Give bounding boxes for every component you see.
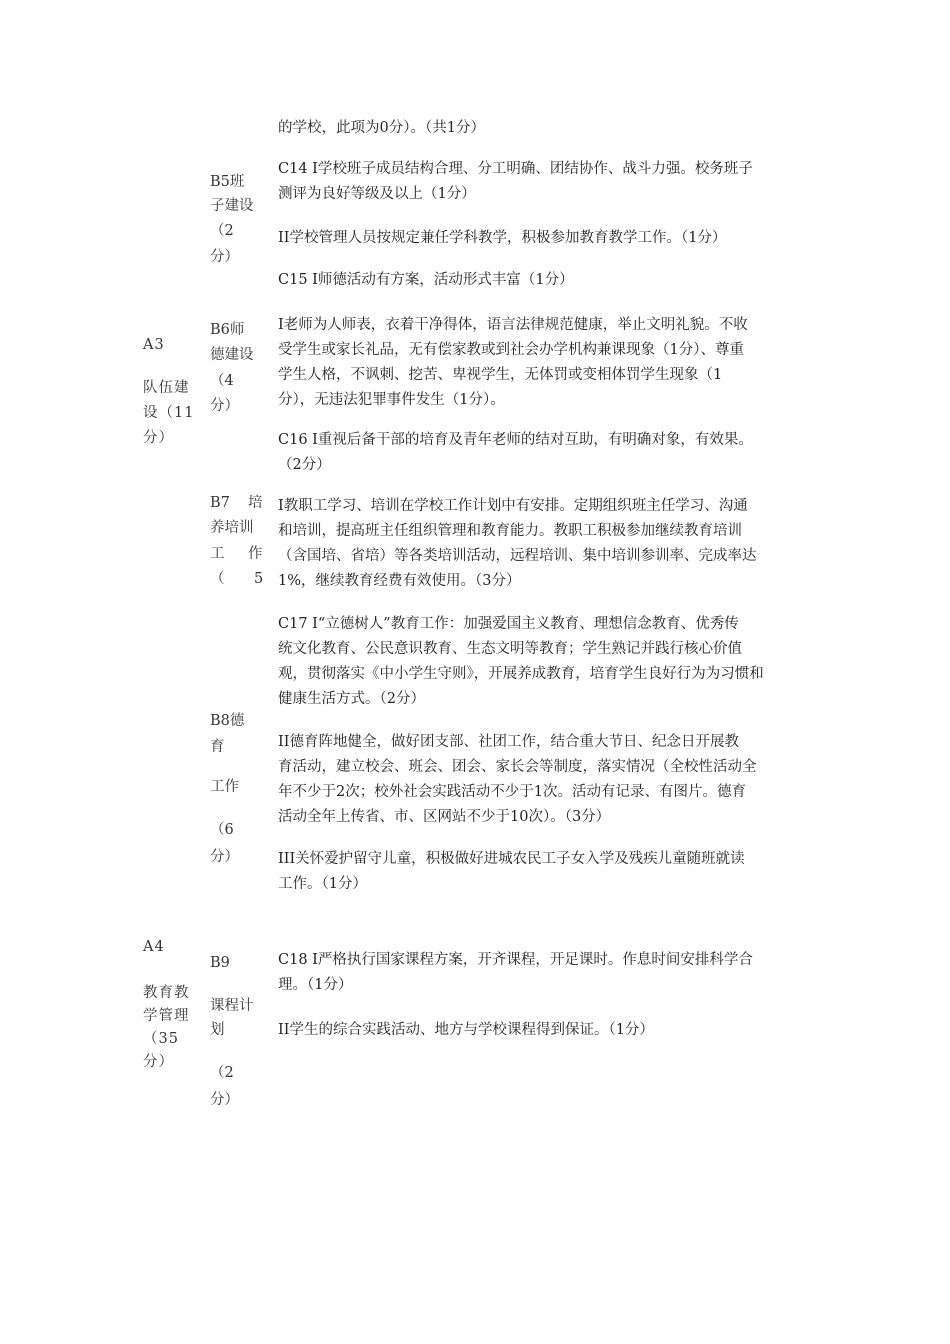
text-line: 1%，继续教育经费有效使用。（3分） [278,573,521,589]
b5-line1: B5班 [210,174,245,190]
b7-line4-end: 5 [254,571,264,587]
a3-code: A3 [143,337,165,353]
b9-line5: 分） [210,1092,239,1108]
b9-line1: B9 [210,955,230,971]
text-line: 年不少于2次；校外社会实践活动不少于1次。活动有记录、有图片。德育 [278,784,746,800]
text-line: 受学生或家长礼品，无有偿家教或到社会办学机构兼课现象（1分）、尊重 [278,342,744,358]
b5-line2: 子建设 [210,198,254,214]
a4-label-line4: 分） [143,1054,174,1070]
text-line: 工作。（1分） [278,876,367,892]
b7-line1: B7 [210,495,230,511]
c17-item-iii [278,847,808,897]
a3-label-line2: 设（11 [143,405,195,421]
a4-label-line1: 教育教 [143,985,190,1001]
b9-line4: （2 [210,1065,234,1081]
b7-line3-start: 工 [210,546,225,562]
b6-line3: （4 [210,373,234,389]
b8-line5: 分） [210,849,239,865]
b8-line4: （6 [210,822,234,838]
text-line: I教职工学习、培训在学校工作计划中有安排。定期组织班主任学习、沟通 [278,498,748,514]
b6-line4: 分） [210,398,239,414]
b9-line3: 划 [210,1022,225,1038]
text-line: C16 I重视后备干部的培育及青年老师的结对互助，有明确对象，有效果。 [278,432,753,448]
c16-item-ii [278,494,808,594]
text-line: 分），无违法犯罪事件发生（1分）。 [278,392,505,408]
text-line: 观，贯彻落实《中小学生守则》，开展养成教育，培育学生良好行为为习惯和 [278,666,764,682]
a4-label-line2: 学管理 [143,1008,190,1024]
c17-item-i [278,612,808,712]
text-line: 健康生活方式。（2分） [278,691,425,707]
text-line: 育活动，建立校会、班会、团会、家长会等制度，落实情况（全校性活动全 [278,759,757,775]
c14-item-ii: II学校管理人员按规定兼任学科教学，积极参加教育教学工作。（1分） [278,230,727,246]
a4-label-line3: （35 [143,1031,179,1047]
b8-line3: 工作 [210,779,239,795]
a4-code: A4 [143,939,165,955]
c16-item-i [278,428,808,478]
text-line: 学生人格，不讽刺、挖苦、卑视学生，无体罚或变相体罚学生现象（1 [278,367,723,383]
b7-line2: 养培训 [210,520,254,536]
text-line: 和培训，提高班主任组织管理和教育能力。教职工积极参加继续教育培训 [278,523,742,539]
b6-line1: B6师 [210,322,245,338]
text-line: （含国培、省培）等各类培训活动，远程培训、集中培训参训率、完成率达 [278,548,757,564]
text-line: （2分） [278,457,331,473]
b9-line2: 课程计 [210,998,254,1014]
text-line: C14 I学校班子成员结构合理、分工明确、团结协作、战斗力强。校务班子 [278,161,753,177]
b5-line4: 分） [210,249,239,265]
b5-line3: （2 [210,223,234,239]
text-line: II德育阵地健全，做好团支部、社团工作，结合重大节日、纪念日开展教 [278,734,739,750]
text-line: C17 I“立德树人”教育工作：加强爱国主义教育、理想信念教育、优秀传 [278,616,739,632]
c14-item-i [278,157,808,207]
b7-line4-start: （ [210,571,225,587]
text-line: III关怀爱护留守儿童，积极做好进城农民工子女入学及残疾儿童随班就读 [278,851,745,867]
c17-item-ii [278,730,808,830]
text-line: 活动全年上传省、市、区网站不少于10次）。（3分） [278,809,611,825]
c13-tail-line: 的学校，此项为0分）。（共1分） [278,120,485,136]
a3-label-line3: 分） [143,430,174,446]
a3-label-line1: 队伍建 [143,380,190,396]
text-line: 统文化教育、公民意识教育、生态文明等教育；学生熟记并践行核心价值 [278,641,742,657]
c18-item-i [278,948,808,998]
c18-item-ii: II学生的综合实践活动、地方与学校课程得到保证。（1分） [278,1022,654,1038]
c15-item-i: C15 I师德活动有方案，活动形式丰富（1分） [278,272,574,288]
b6-line2: 德建设 [210,347,254,363]
text-line: C18 I严格执行国家课程方案，开齐课程，开足课时。作息时间安排科学合 [278,952,753,968]
text-line: 测评为良好等级及以上（1分） [278,186,476,202]
b7-line1-end: 培 [248,495,263,511]
b7-line3-end: 作 [248,546,263,562]
text-line: I老师为人师表，衣着干净得体，语言法律规范健康，举止文明礼貌。不收 [278,317,748,333]
c15-item-ii [278,313,808,413]
text-line: 理。（1分） [278,977,353,993]
b8-line2: 育 [210,739,225,755]
b8-line1: B8德 [210,713,245,729]
